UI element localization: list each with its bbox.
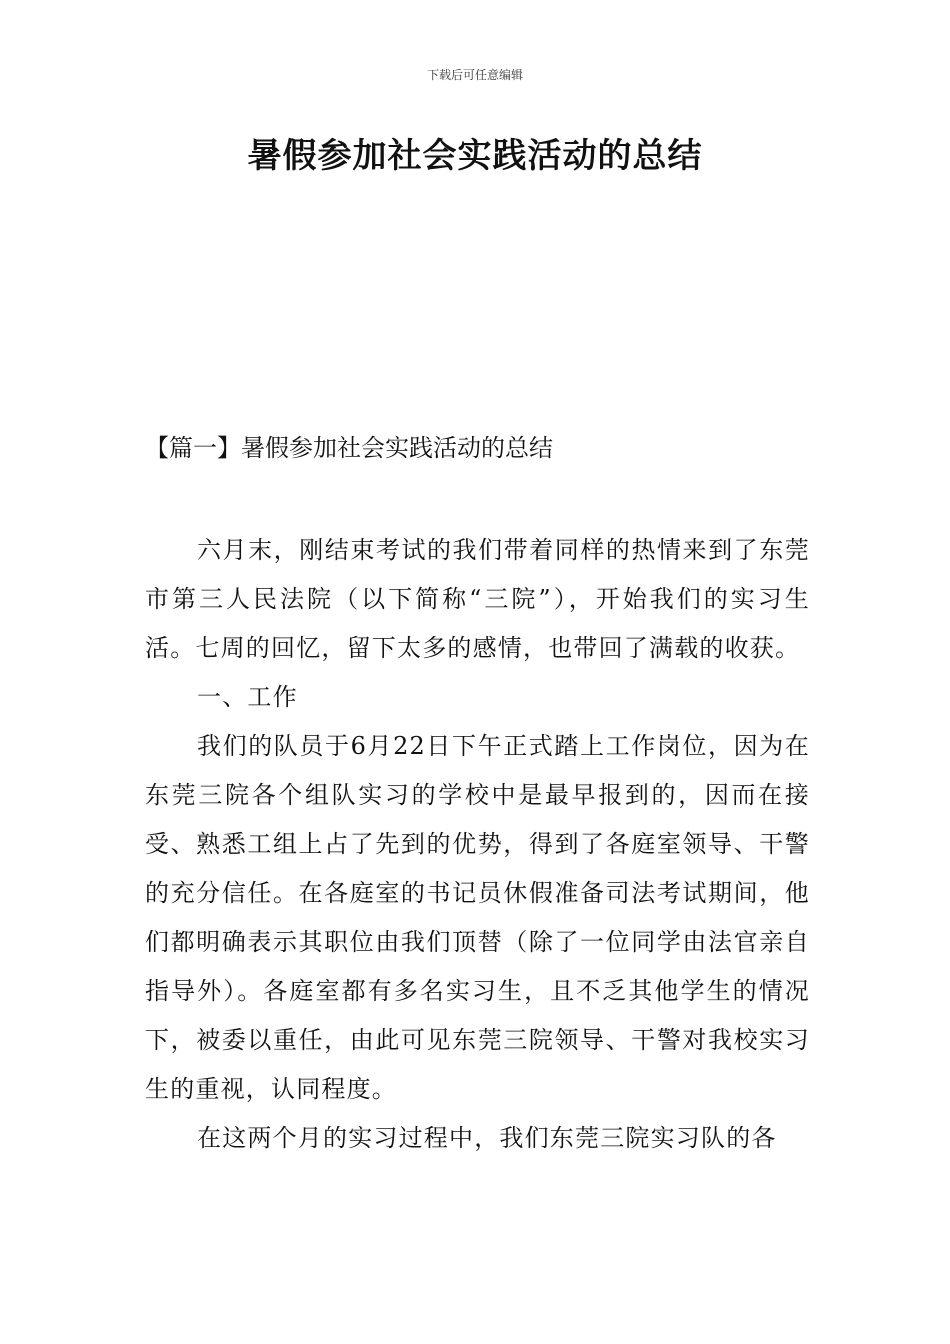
header-note: 下载后可任意编辑 [426,68,523,82]
paragraph-subheading-work: 一、工作 [197,683,298,711]
document-title: 暑假参加社会实践活动的总结 [247,136,703,176]
paragraph-work-details: 我们的队员于6月22日下午正式踏上工作岗位，因为在东莞三院各个组队实习的学校中是最早报到的，因而在接受、熟悉工组上占了先到的优势，得到了各庭室领导、干警的充分信任。在各庭室的书记员休假准备司法考试期间，他们都明确表示其职位由我们顶替（除了一位同学由法官亲自指导外）。各庭室都有多名实习生，且不乏其他学生的情况下，被委以重任，由此可见东莞三院领导、干警对我校实习生的重视，认同程度。 [145,732,810,1103]
paragraph-intro: 六月末，刚结束考试的我们带着同样的热情来到了东莞市第三人民法院（以下简称“三院”），开始我们的实习生活。七周的回忆，留下太多的感情，也带回了满载的收获。 [145,536,810,662]
section-heading: 【篇一】暑假参加社会实践活动的总结 [145,434,553,462]
paragraph-continuation: 在这两个月的实习过程中，我们东莞三院实习队的各 [197,1124,777,1152]
document-body [145,526,810,1163]
